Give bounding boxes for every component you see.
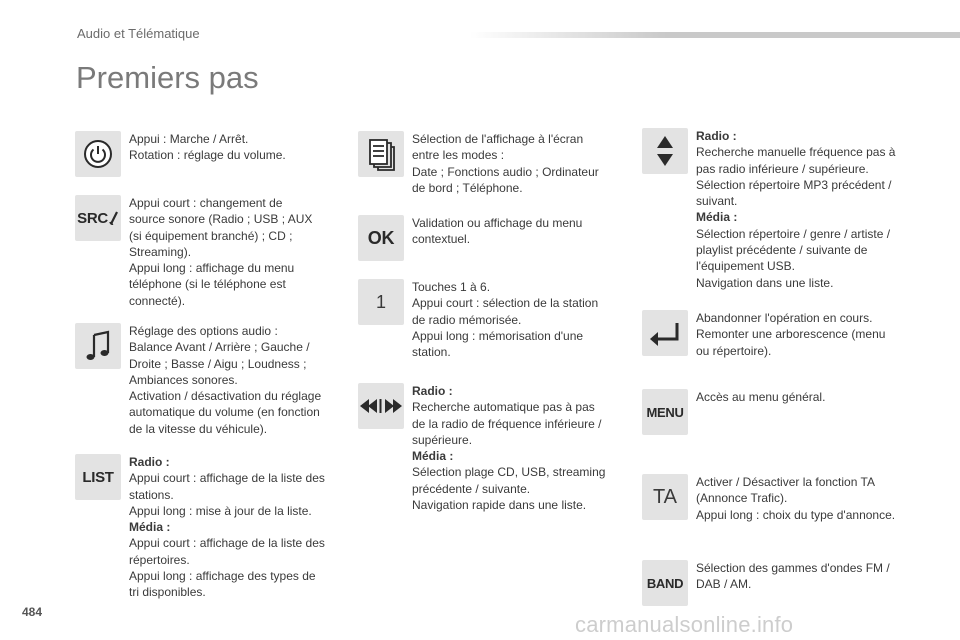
- menu-description: Accès au menu général.: [696, 390, 826, 404]
- item-audio-settings: [75, 323, 321, 437]
- ta-icon: TA: [642, 474, 688, 520]
- audio-settings-description: Réglage des options audio : Balance Avant / Arrière ; Gauche / Droite ; Basse / Aigu ; Loudness ; Ambiances sonores. Activation / désactivation du réglage automatique du volume (en fonction de la vitesse du véhicule).: [129, 324, 322, 436]
- band-icon: BAND: [642, 560, 688, 606]
- item-seek: [358, 383, 605, 513]
- preset-one-icon: 1: [358, 279, 404, 325]
- item-preset-keys: [358, 279, 598, 360]
- up-down-arrows-icon: [642, 128, 688, 174]
- menu-icon: MENU: [642, 389, 688, 435]
- display-mode-icon: [358, 131, 404, 177]
- power-description: Appui : Marche / Arrêt. Rotation : réglage du volume.: [129, 132, 286, 163]
- item-src: [75, 195, 312, 309]
- seek-description: Radio : Recherche automatique pas à pas de la radio de fréquence inférieure / supérieure. Média : Sélection plage CD, USB, streaming précédente / suivante. Navigation rapide dans une liste.: [412, 384, 606, 513]
- item-menu: [642, 389, 825, 435]
- item-power: [75, 131, 286, 177]
- list-icon: LIST: [75, 454, 121, 500]
- src-description: Appui court : changement de source sonore (Radio ; USB ; AUX (si équipement branché) ; CD ; Streaming). Appui long : affichage du menu téléphone (si le téléphone est connecté).: [129, 196, 313, 308]
- back-arrow-icon: [642, 310, 688, 356]
- section-title: Audio et Télématique: [77, 26, 200, 41]
- preset-keys-description: Touches 1 à 6. Appui court : sélection de la station de radio mémorisée. Appui long : mémorisation d'une station.: [412, 280, 599, 360]
- up-down-description: Radio : Recherche manuelle fréquence pas à pas radio inférieure / supérieure. Sélection répertoire MP3 précédent / suivant. Média : Sélection répertoire / genre / artiste / playlist précédente / suivante de l'équipement USB. Navigation dans une liste.: [696, 129, 896, 290]
- page-title: Premiers pas: [76, 60, 259, 95]
- item-list: [75, 454, 325, 601]
- list-description: Radio : Appui court : affichage de la liste des stations. Appui long : mise à jour de la liste. Média : Appui court : affichage de la liste des répertoires. Appui long : affichage des types de tri disponibles.: [129, 455, 325, 600]
- music-note-icon: [75, 323, 121, 369]
- item-back: [642, 310, 885, 359]
- back-description: Abandonner l'opération en cours. Remonter une arborescence (menu ou répertoire).: [696, 311, 886, 358]
- item-ta: [642, 474, 895, 523]
- band-description: Sélection des gammes d'ondes FM / DAB / AM.: [696, 561, 890, 592]
- seek-arrows-icon: [358, 383, 404, 429]
- item-up-down: [642, 128, 895, 291]
- ok-description: Validation ou affichage du menu contextuel.: [412, 216, 583, 247]
- item-ok: [358, 215, 582, 261]
- display-mode-description: Sélection de l'affichage à l'écran entre les modes : Date ; Fonctions audio ; Ordinateur de bord ; Téléphone.: [412, 132, 599, 195]
- page-number: 484: [22, 605, 43, 619]
- item-display-mode: [358, 131, 599, 196]
- header-bar: [470, 32, 960, 38]
- src-icon: SRC: [75, 195, 121, 241]
- power-icon: [75, 131, 121, 177]
- item-band: [642, 560, 890, 606]
- watermark: carmanualsonline.info: [575, 612, 794, 637]
- ta-description: Activer / Désactiver la fonction TA (Annonce Trafic). Appui long : choix du type d'annonce.: [696, 475, 896, 522]
- ok-icon: OK: [358, 215, 404, 261]
